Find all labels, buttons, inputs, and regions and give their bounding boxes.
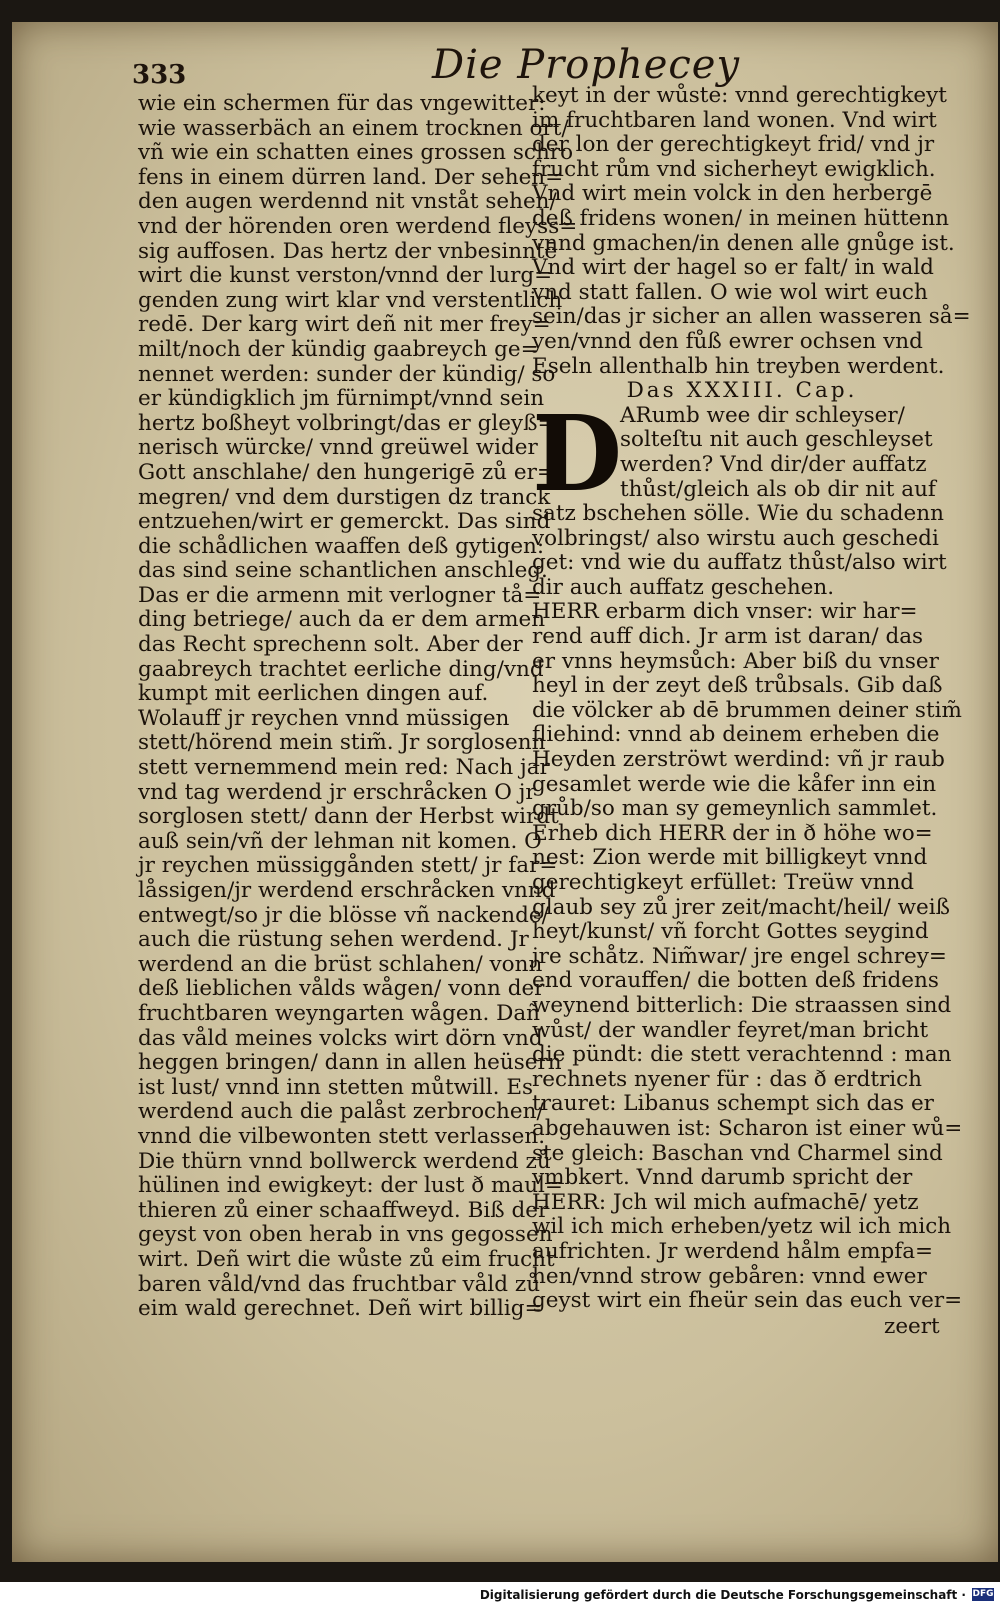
text-line: eim wald gerechnet. Deñ wirt billig= (138, 1296, 543, 1322)
right-column-following-lines (532, 501, 963, 1314)
text-line: Vnd wirt mein volck in den herbergē (532, 181, 933, 207)
text-line: deß fridens wonen/ in meinen hüttenn (532, 205, 950, 231)
text-line: HERR: Jch wil mich aufmachē/ yetz (532, 1189, 919, 1215)
text-line: auß sein/vñ der lehman nit komen. O (138, 828, 542, 854)
text-line: werdend an die brüst schlahen/ vonn (138, 951, 543, 977)
text-line: auch die rüstung sehen werdend. Jr (138, 927, 529, 953)
text-line: wie ein schermen für das vngewitter: (138, 91, 546, 116)
text-line: die schådlichen waaffen deß gytigen: (138, 533, 545, 559)
text-line: wirt. Deñ wirt die wůste zů eim frucht (138, 1246, 555, 1272)
text-line: werdend auch die palåst zerbrochen/ (138, 1099, 544, 1125)
text-line: ARumb wee dir schleyser/ (620, 402, 905, 428)
text-line: jr reychen müssiggånden stett/ jr far= (138, 853, 558, 879)
text-line: stett/hörend mein stim̃. Jr sorglosenn (138, 730, 546, 756)
digitization-credit: Digitalisierung gefördert durch die Deutsche Forschungsgemeinschaft · (479, 1588, 966, 1602)
text-line: gerechtigkeyt erfüllet: Treüw vnnd (532, 870, 915, 895)
text-line: nerisch würcke/ vnnd greüwel wider (138, 435, 538, 461)
text-line: frucht rům vnd sicherheyt ewigklich. (532, 156, 936, 182)
text-line: den augen werdennd nit vnståt sehen/ (138, 189, 557, 215)
text-line: vnd der hörenden oren werdend fleyss= (138, 213, 578, 239)
text-line: deß lieblichen vålds wågen/ vonn der (138, 976, 545, 1002)
text-line: hen/vnnd strow gebåren: vnnd ewer (532, 1263, 927, 1289)
text-line: satz bschehen sölle. Wie du schadenn (532, 501, 944, 527)
text-line: låssigen/jr werdend erschråcken vnnd (138, 878, 556, 903)
text-line: sein/das jr sicher an allen wasseren så= (532, 304, 971, 330)
text-line: Die thürn vnnd bollwerck werdend zů (138, 1148, 551, 1174)
text-line: grůb/so man sy gemeynlich sammlet. (532, 796, 938, 822)
text-line: heyl in der zeyt deß trůbsals. Gib daß (532, 673, 943, 699)
text-line: Das er die armenn mit verlogner tå= (138, 582, 542, 608)
text-line: Vnd wirt der hagel so er falt/ in wald (532, 255, 934, 281)
text-line: HERR erbarm dich vnser: wir har= (532, 599, 918, 625)
text-line: glaub sey zů jrer zeit/macht/heil/ weiß (532, 894, 950, 920)
text-line: im fruchtbaren land wonen. Vnd wirt (532, 107, 937, 133)
text-line: hertz boßheyt volbringt/das er gleyß= (138, 410, 556, 436)
text-line: hülinen ind ewigkeyt: der lust ð maul= (138, 1173, 563, 1199)
decorated-initial: D (532, 391, 623, 515)
text-line: rechnets nyener für : das ð erdtrich (532, 1066, 923, 1092)
text-line: wie wasserbäch an einem trocknen ort/ (138, 115, 569, 141)
text-line: Heyden zerströwt werdind: vñ jr raub (532, 747, 945, 773)
text-line: stett vernemmend mein red: Nach jar (138, 755, 550, 781)
text-line: weynend bitterlich: Die straassen sind (532, 992, 952, 1018)
text-line: geyst von oben herab in vns gegossen (138, 1222, 553, 1248)
text-line: die pündt: die stett verachtennd : man (532, 1042, 952, 1068)
text-line: volbringst/ also wirstu auch geschedi (532, 525, 939, 551)
text-line: jre schåtz. Nim̃war/ jre engel schrey= (532, 943, 947, 969)
text-line: heyt/kunst/ vñ forcht Gottes seygind (532, 919, 929, 945)
text-line: er vnns heymsůch: Aber biß du vnser (532, 648, 939, 674)
text-line: ste gleich: Baschan vnd Charmel sind (532, 1140, 943, 1166)
text-line: das sind seine schantlichen anschleg. (138, 558, 548, 584)
page-number: 333 (132, 60, 187, 90)
text-line: er kündigklich jm fürnimpt/vnnd sein (138, 386, 545, 412)
text-line: fliehind: vnnd ab deinem erheben die (532, 722, 940, 748)
text-line: get: vnd wie du auffatz thůst/also wirt (532, 550, 947, 576)
right-text-column (532, 83, 971, 1314)
text-line: rend auff dich. Jr arm ist daran/ das (532, 624, 924, 650)
text-line: heggen bringen/ dann in allen heüsern (138, 1050, 562, 1076)
running-head: Die Prophecey (432, 42, 741, 88)
text-line: abgehauwen ist: Scharon ist einer wů= (532, 1115, 963, 1141)
text-line: thieren zů einer schaaffweyd. Biß der (138, 1197, 549, 1223)
text-line: wil ich mich erheben/yetz wil ich mich (532, 1214, 952, 1240)
text-line: entwegt/so jr die blösse vñ nackende/ (138, 902, 549, 928)
text-line: sorglosen stett/ dann der Herbst wirdt (138, 804, 559, 830)
text-line: vmbkert. Vnnd darumb spricht der (532, 1165, 913, 1191)
dfg-logo: DFG (972, 1589, 994, 1599)
text-line: ding betriege/ auch da er dem armen (138, 607, 546, 633)
text-line: yen/vnnd den fůß ewrer ochsen vnd (532, 328, 923, 354)
text-line: fens in einem dürren land. Der sehen= (138, 164, 564, 190)
text-line: werden? Vnd dir/der auffatz (620, 451, 927, 477)
text-line: Eseln allenthalb hin treyben werdent. (532, 353, 945, 379)
text-line: end vorauffen/ die botten deß fridens (532, 968, 939, 994)
text-line: das våld meines volcks wirt dörn vnd (138, 1025, 543, 1051)
book-page (12, 22, 998, 1562)
text-line: gesamlet werde wie die kåfer inn ein (532, 771, 937, 797)
text-line: Wolauff jr reychen vnnd müssigen (138, 705, 510, 731)
text-line: geyst wirt ein fheür sein das euch ver= (532, 1288, 963, 1314)
text-line: vnd statt fallen. O wie wol wirt euch (532, 279, 928, 305)
text-line: wirt die kunst verston/vnnd der lurg= (138, 263, 553, 289)
text-line: megren/ vnd dem durstigen dz tranck (138, 484, 551, 510)
text-line: solteſtu nit auch geschleyset (620, 427, 933, 453)
text-line: Erheb dich HERR der in ð höhe wo= (532, 820, 933, 846)
text-line: vnnd die vilbewonten stett verlassen. (138, 1123, 546, 1149)
text-line: redē. Der karg wirt deñ nit mer frey= (138, 312, 551, 338)
text-line: baren våld/vnd das fruchtbar våld zů (138, 1271, 541, 1297)
text-line: dir auch auffatz geschehen. (532, 574, 835, 600)
text-line: Gott anschlahe/ den hungerigē zů er= (138, 459, 555, 485)
text-line: nennet werden: sunder der kündig/ so (138, 361, 556, 387)
chapter-heading: Das XXXIII. Cap. (626, 378, 858, 404)
text-line: genden zung wirt klar vnd verstentlich (138, 287, 563, 313)
text-line: der lon der gerechtigkeyt frid/ vnd jr (532, 132, 935, 158)
text-line: sig auffosen. Das hertz der vnbesinntē (138, 238, 558, 264)
text-line: fruchtbaren weyngarten wågen. Dañ (138, 1000, 541, 1026)
text-line: thůst/gleich als ob dir nit auf (620, 476, 936, 502)
text-line: trauret: Libanus schempt sich das er (532, 1091, 934, 1117)
text-line: vnnd gmachen/in denen alle gnůge ist. (532, 230, 955, 256)
text-line: aufrichten. Jr werdend hålm empfa= (532, 1238, 934, 1264)
right-column-preceding-lines (532, 83, 971, 379)
text-line: das Recht sprechenn solt. Aber der (138, 632, 523, 658)
left-text-column (138, 91, 578, 1322)
text-line: nest: Zion werde mit billigkeyt vnnd (532, 845, 928, 871)
text-line: gaabreych trachtet eerliche ding/vnd (138, 656, 544, 682)
text-line: keyt in der wůste: vnnd gerechtigkeyt (532, 83, 947, 108)
text-line: die völcker ab dē brummen deiner stim̃ (532, 697, 962, 723)
catchword: zeert (884, 1314, 940, 1339)
text-line: vñ wie ein schatten eines grossen schro (138, 140, 574, 166)
text-line: kumpt mit eerlichen dingen auf. (138, 681, 489, 707)
text-line: vnd tag werdend jr erschråcken O jr (138, 779, 536, 805)
text-line: milt/noch der kündig gaabreych ge= (138, 336, 539, 362)
text-line: entzuehen/wirt er gemerckt. Das sind (138, 509, 551, 535)
text-line: wůst/ der wandler feyret/man bricht (532, 1017, 929, 1043)
text-line: ist lust/ vnnd inn stetten můtwill. Es (138, 1074, 534, 1100)
